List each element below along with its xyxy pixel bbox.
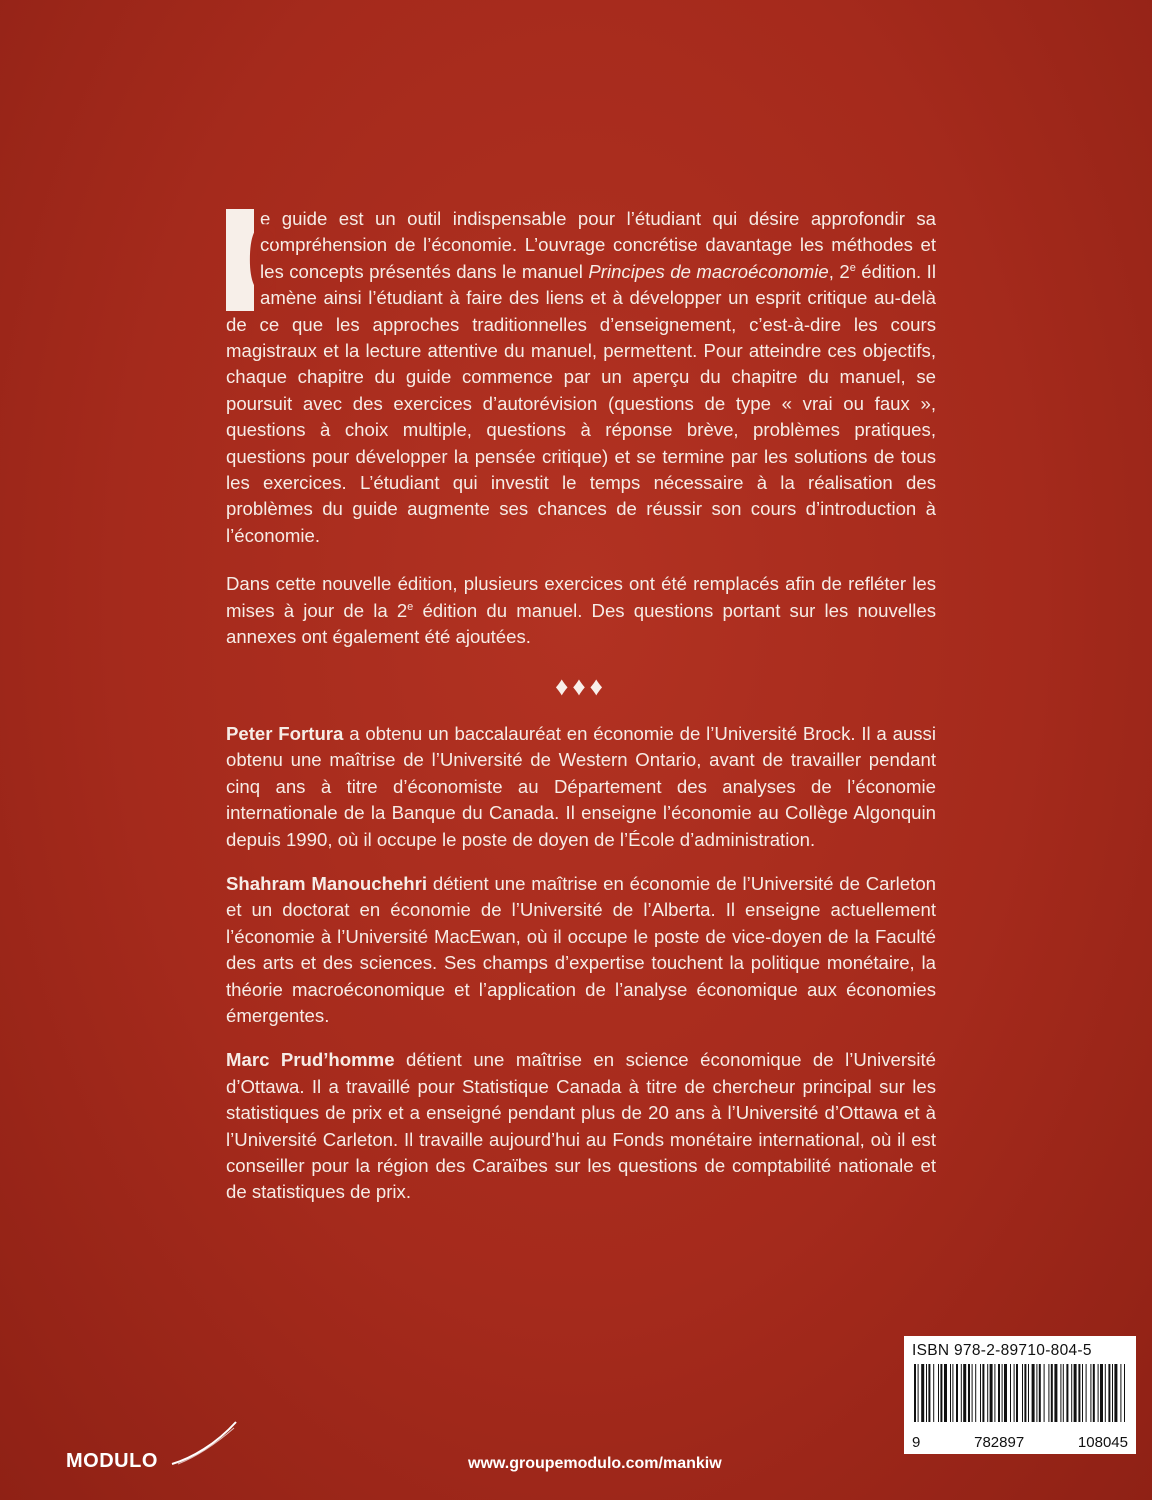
description-text xyxy=(226,201,937,1224)
author-bio-fortura: Peter Fortura a obtenu un baccalauréat en économie de l’Université Brock. Il a aussi obtenu une maîtrise de l’Université de Western Ontario, avant de travailler pendant cinq ans à titre d’économiste au Département des analyses de l’économie internationale de la Banque du Canada. Il enseigne l’économie au Collège Algonquin depuis 1990, où il occupe le poste de doyen de l’École d’administration. xyxy=(226,722,936,850)
diamond-ornament-icon: ♦♦♦ xyxy=(555,670,607,701)
drop-cap: C xyxy=(226,209,254,311)
intro-paragraph-1: C e guide est un outil indispensable pour l’étudiant qui désire approfondir sa compréhension de l’économie. L’ouvrage concrétise davantage les méthodes et les concepts présentés dans le manuel Principes de macroéconomie, 2e édition. Il amène ainsi l’étudiant à faire des liens et à développer un esprit critique au-delà de ce que les approches traditionnelles d’enseignement, c’est-à-dire les cours magistraux et la lecture attentive du manuel, permettent. Pour atteindre ces objectifs, chaque chapitre du guide commence par un aperçu du chapitre du manuel, se poursuit avec des exercices d’autorévision (questions de type « vrai ou faux », questions à choix multiple, questions à réponse brève, problèmes pratiques, questions pour développer la pensée critique) et se termine par les solutions de tous les exercices. L’étudiant qui investit le temps nécessaire à la réalisation des problèmes du guide augmente ses chances de réussir son cours d’introduction à l’économie. xyxy=(226,201,936,546)
barcode-digits: 9 782897 108045 xyxy=(912,1434,1128,1451)
modulo-swoosh-icon xyxy=(170,1418,240,1468)
textbook-title: Principes de macroéconomie xyxy=(588,260,829,282)
author-name: Shahram Manouchehri xyxy=(226,872,428,894)
author-bio-prudhomme: Marc Prud’homme détient une maîtrise en science économique de l’Université d’Ottawa. Il a travaillé pour Statistique Canada à titre de chercheur principal sur les statistiques de prix et a enseigné pendant plus de 20 ans à l’Université d’Ottawa et à l’Université Carleton. Il travaille aujourd’hui au Fonds monétaire international, où il est conseiller pour la région des Caraïbes sur les questions de comptabilité nationale et de statistiques de prix. xyxy=(226,1049,936,1203)
isbn-label: ISBN 978-2-89710-804-5 xyxy=(912,1342,1092,1359)
website-link: www.groupemodulo.com/mankiw xyxy=(468,1455,722,1472)
author-bio-manouchehri: Shahram Manouchehri détient une maîtrise en économie de l’Université de Carleton et un doctorat en économie de l’Université de l’Alberta. Il enseigne actuellement l’économie à l’Université MacEwan, où il occupe le poste de vice-doyen de la Faculté des arts et des sciences. Ses champs d’expertise touchent la politique monétaire, la théorie macroéconomique et l’application de l’analyse économique aux économies émergentes. xyxy=(226,872,936,1026)
isbn-barcode xyxy=(904,1336,1136,1454)
author-name: Peter Fortura xyxy=(226,722,344,744)
intro-paragraph-2: Dans cette nouvelle édition, plusieurs exercices ont été remplacés afin de refléter les mises à jour de la 2e édition du manuel. Des questions portant sur les nouvelles annexes ont également été ajoutées. xyxy=(226,573,937,648)
publisher-logo: MODULO xyxy=(66,1450,158,1472)
author-name: Marc Prud’homme xyxy=(226,1049,395,1071)
barcode-icon xyxy=(912,1364,1128,1438)
